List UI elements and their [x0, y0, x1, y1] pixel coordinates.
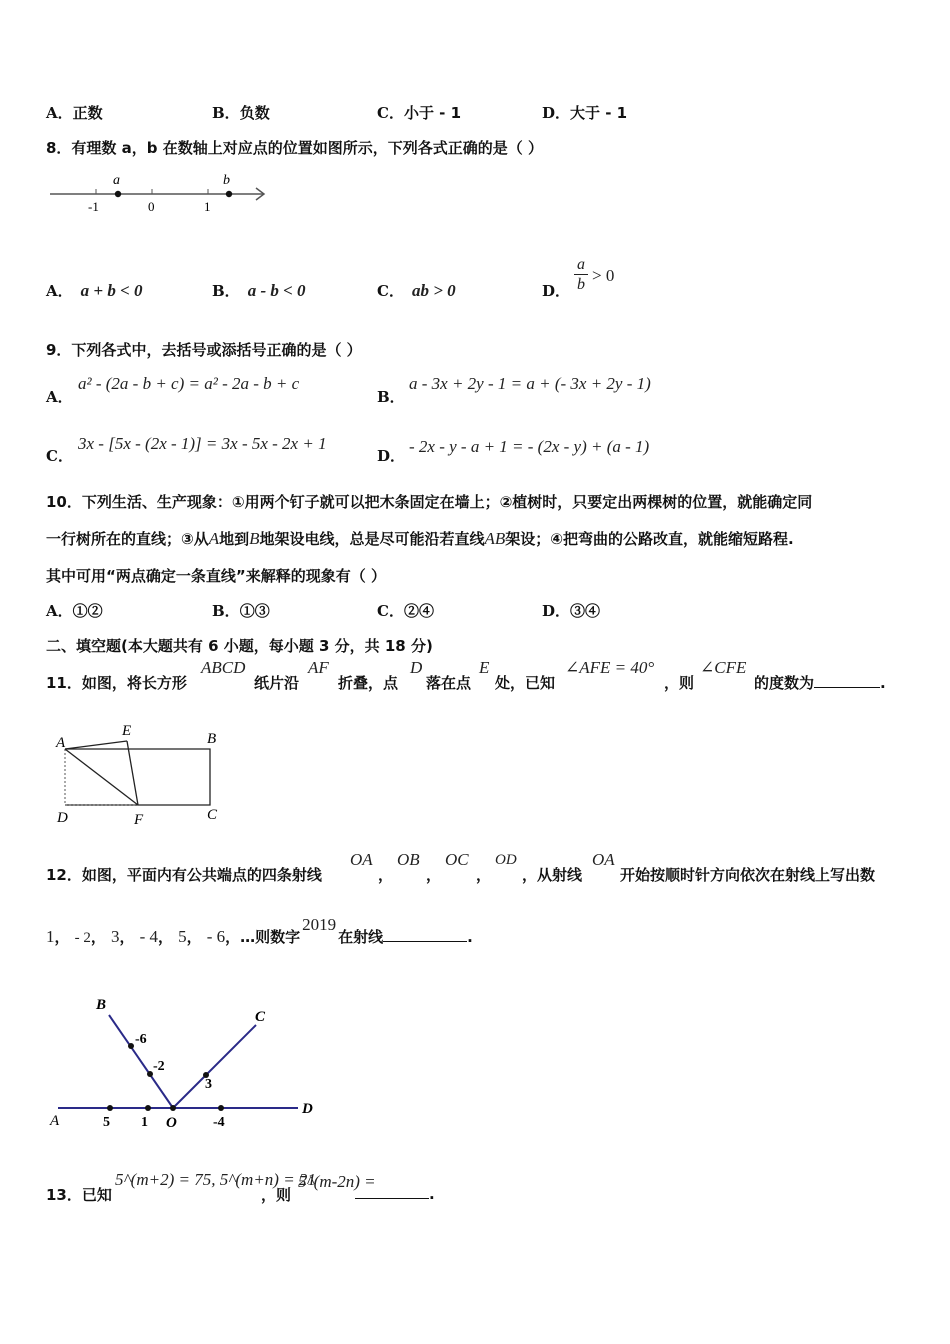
q12-ray-ob: OB: [397, 850, 420, 869]
q12-num: 5: [103, 1115, 110, 1130]
q9-option-a-letter: A．: [46, 388, 73, 406]
q12-t3: 开始按顺时针方向依次在射线上写出数: [620, 866, 876, 884]
q9-option-a: a² - (2a - b + c) = a² - 2a - b + c: [78, 374, 300, 393]
q9-option-b: a - 3x + 2y - 1 = a + (- 3x + 2y - 1): [409, 374, 651, 393]
q11-label-b: B: [207, 731, 217, 747]
q13-tail: .: [355, 1184, 435, 1203]
q9-option-d-letter: D．: [377, 447, 406, 465]
q12-num: -6: [135, 1032, 147, 1047]
q13-t2: ，则: [261, 1186, 292, 1204]
q12-label-d: D: [302, 1101, 313, 1117]
q10-option-b: B．①③: [212, 602, 270, 620]
tick-label: 1: [204, 199, 211, 214]
section-heading: 二、填空题(本大题共有 6 小题，每小题 3 分，共 18 分): [46, 637, 433, 655]
q12-ray-od: OD: [495, 852, 517, 868]
q12-dot: [170, 1105, 176, 1111]
q8-option-d-fraction: a b: [574, 256, 588, 295]
q12-dot: [218, 1105, 224, 1111]
q11-label-f: F: [134, 812, 144, 828]
q11-t5: 处，已知: [495, 674, 556, 692]
q12-sequence: 1， - 2， 3， - 4， 5， - 6，…则数字2019在射线 .: [46, 915, 473, 946]
q12-label-a: A: [50, 1113, 60, 1129]
q11-m4: E: [479, 658, 490, 677]
q9-stem: 9．下列各式中，去括号或添括号正确的是（ ）: [46, 341, 362, 359]
q9-option-c: 3x - [5x - (2x - 1)] = 3x - 5x - 2x + 1: [78, 434, 327, 453]
q12-label-o: O: [166, 1115, 177, 1131]
q8-option-a: A． a + b < 0: [46, 281, 143, 300]
tick-label: 0: [148, 199, 155, 214]
q11-figure: [46, 720, 236, 830]
q11-t6: ，则: [664, 674, 695, 692]
q11-t7: 的度数为 .: [754, 674, 886, 692]
q9-option-d: - 2x - y - a + 1 = - (2x - y) + (a - 1): [409, 437, 650, 456]
q11-m5: ∠AFE = 40°: [565, 658, 655, 677]
q12-dot: [107, 1105, 113, 1111]
q8-option-b: B． a - b < 0: [212, 281, 306, 300]
q10-line1: 10．下列生活、生产现象：①用两个钉子就可以把木条固定在墙上；②植树时，只要定出两棵树的位置，就能确定同: [46, 493, 813, 511]
q12-num: 3: [205, 1077, 212, 1092]
q12-ray-oa2: OA: [592, 850, 615, 869]
q11-label-e: E: [122, 723, 132, 739]
tick-label: -1: [88, 199, 99, 214]
q13-m2: 5^(m-2n) =: [298, 1172, 376, 1191]
q12-ray-oc: OC: [445, 850, 469, 869]
q9-option-c-letter: C．: [46, 447, 73, 465]
q12-dot: [128, 1043, 134, 1049]
q9-option-b-letter: B．: [377, 388, 405, 406]
q12-t1: 12．如图，平面内有公共端点的四条射线: [46, 866, 322, 884]
answer-blank: [355, 1184, 429, 1199]
q12-ray-oa: OA: [350, 850, 373, 869]
q12-num: 1: [141, 1115, 148, 1130]
q12-num: -2: [153, 1059, 165, 1074]
answer-blank: [814, 673, 880, 688]
q11-m1: ABCD: [201, 658, 246, 677]
point-b: [226, 191, 232, 197]
q11-m2: AF: [308, 658, 329, 677]
q8-option-d-rel: > 0: [592, 266, 615, 285]
q10-line2: 一行树所在的直线；③从A地到B地架设电线，总是尽可能沿若直线AB架设；④把弯曲的公路改直，就能缩短路程.: [46, 529, 794, 548]
q10-option-c: C．②④: [377, 602, 434, 620]
q12-label-b: B: [96, 997, 107, 1013]
q11-m6: ∠CFE: [700, 658, 747, 677]
q12-dot: [145, 1105, 151, 1111]
label-a: a: [113, 173, 120, 188]
q7-option-c: C．小于 - 1: [377, 104, 462, 122]
q12-num: -4: [213, 1115, 225, 1130]
q8-stem: 8．有理数 a，b 在数轴上对应点的位置如图所示，下列各式正确的是（ ）: [46, 139, 543, 157]
q8-number-line: [46, 168, 276, 218]
q7-option-a: A．正数: [46, 104, 103, 122]
q11-label-c: C: [207, 807, 218, 823]
q8-option-d-letter: D．: [542, 282, 571, 300]
q12-figure: [46, 990, 336, 1135]
q12-label-c: C: [255, 1009, 266, 1025]
q11-label-a: A: [56, 735, 66, 751]
q11-t2: 纸片沿: [254, 674, 300, 692]
q11-t1: 11．如图，将长方形: [46, 674, 187, 692]
q8-option-c: C． ab > 0: [377, 281, 456, 300]
q11-m3: D: [410, 658, 423, 677]
label-b: b: [223, 173, 230, 188]
q11-t3: 折叠，点: [338, 674, 399, 692]
q7-option-d: D．大于 - 1: [542, 104, 628, 122]
answer-blank: [383, 927, 467, 942]
q13-m1: 5^(m+2) = 75, 5^(m+n) = 21: [115, 1170, 316, 1189]
q10-option-d: D．③④: [542, 602, 601, 620]
q11-t4: 落在点: [426, 674, 472, 692]
q13-t1: 13．已知: [46, 1186, 112, 1204]
point-a: [115, 191, 121, 197]
q11-label-d: D: [57, 810, 68, 826]
q10-line3: 其中可用“两点确定一条直线”来解释的现象有（ ）: [46, 567, 386, 585]
q12-t2: ，从射线: [522, 866, 583, 884]
q10-option-a: A．①②: [46, 602, 103, 620]
q7-option-b: B．负数: [212, 104, 270, 122]
